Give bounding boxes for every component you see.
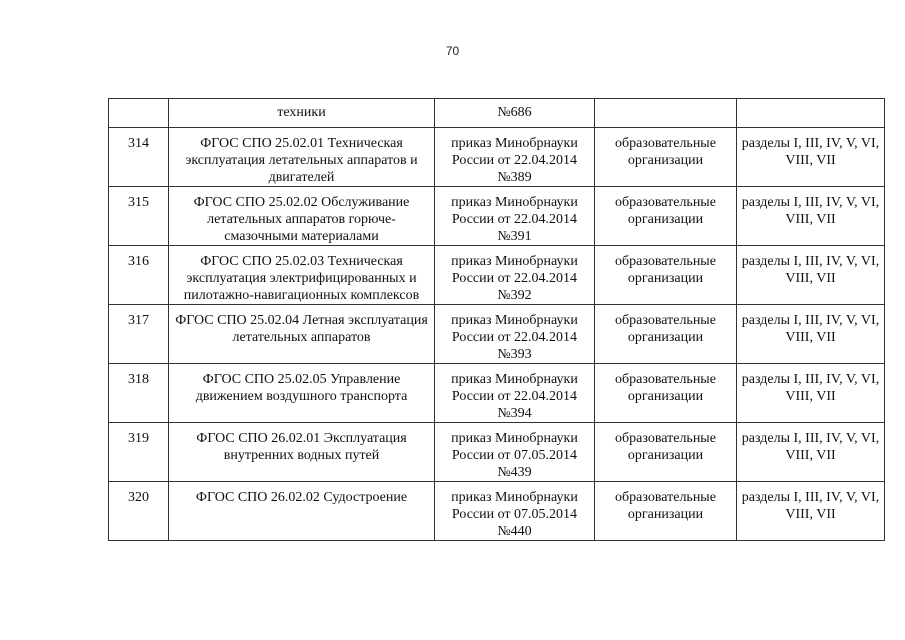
standards-table — [108, 98, 885, 541]
cell-order: приказ Минобрнауки России от 07.05.2014 №439 — [435, 423, 595, 482]
cell-standard: ФГОС СПО 25.02.03 Техническая эксплуатация электрифицированных и пилотажно-навигационных комплексов — [169, 246, 435, 305]
cell-subject — [595, 99, 737, 128]
cell-order: №686 — [435, 99, 595, 128]
cell-order: приказ Минобрнауки России от 07.05.2014 №440 — [435, 482, 595, 541]
page-number: 70 — [445, 44, 460, 58]
cell-subject: образовательные организации — [595, 423, 737, 482]
cell-num: 315 — [109, 187, 169, 246]
table-row — [109, 305, 885, 364]
table-row — [109, 187, 885, 246]
cell-standard: ФГОС СПО 25.02.02 Обслуживание летательных аппаратов горюче-смазочными материалами — [169, 187, 435, 246]
table-row — [109, 246, 885, 305]
table-row-continuation — [109, 99, 885, 128]
cell-num: 317 — [109, 305, 169, 364]
cell-standard: ФГОС СПО 25.02.05 Управление движением воздушного транспорта — [169, 364, 435, 423]
table-row — [109, 482, 885, 541]
cell-sections: разделы I, III, IV, V, VI, VIII, VII — [737, 423, 885, 482]
cell-subject: образовательные организации — [595, 305, 737, 364]
cell-num: 320 — [109, 482, 169, 541]
cell-standard: ФГОС СПО 26.02.01 Эксплуатация внутренних водных путей — [169, 423, 435, 482]
cell-sections: разделы I, III, IV, V, VI, VIII, VII — [737, 128, 885, 187]
cell-num — [109, 99, 169, 128]
cell-order: приказ Минобрнауки России от 22.04.2014 №394 — [435, 364, 595, 423]
cell-standard: техники — [169, 99, 435, 128]
cell-order: приказ Минобрнауки России от 22.04.2014 №393 — [435, 305, 595, 364]
cell-sections: разделы I, III, IV, V, VI, VIII, VII — [737, 305, 885, 364]
cell-sections — [737, 99, 885, 128]
cell-num: 316 — [109, 246, 169, 305]
cell-sections: разделы I, III, IV, V, VI, VIII, VII — [737, 246, 885, 305]
table-row — [109, 128, 885, 187]
cell-order: приказ Минобрнауки России от 22.04.2014 №391 — [435, 187, 595, 246]
cell-num: 318 — [109, 364, 169, 423]
cell-subject: образовательные организации — [595, 246, 737, 305]
cell-standard: ФГОС СПО 26.02.02 Судостроение — [169, 482, 435, 541]
cell-sections: разделы I, III, IV, V, VI, VIII, VII — [737, 187, 885, 246]
cell-num: 314 — [109, 128, 169, 187]
cell-sections: разделы I, III, IV, V, VI, VIII, VII — [737, 482, 885, 541]
cell-order: приказ Минобрнауки России от 22.04.2014 №389 — [435, 128, 595, 187]
table-row — [109, 423, 885, 482]
cell-sections: разделы I, III, IV, V, VI, VIII, VII — [737, 364, 885, 423]
cell-order: приказ Минобрнауки России от 22.04.2014 №392 — [435, 246, 595, 305]
cell-subject: образовательные организации — [595, 187, 737, 246]
cell-standard: ФГОС СПО 25.02.04 Летная эксплуатация летательных аппаратов — [169, 305, 435, 364]
table-row — [109, 364, 885, 423]
cell-subject: образовательные организации — [595, 364, 737, 423]
cell-subject: образовательные организации — [595, 128, 737, 187]
cell-subject: образовательные организации — [595, 482, 737, 541]
cell-standard: ФГОС СПО 25.02.01 Техническая эксплуатация летательных аппаратов и двигателей — [169, 128, 435, 187]
cell-num: 319 — [109, 423, 169, 482]
